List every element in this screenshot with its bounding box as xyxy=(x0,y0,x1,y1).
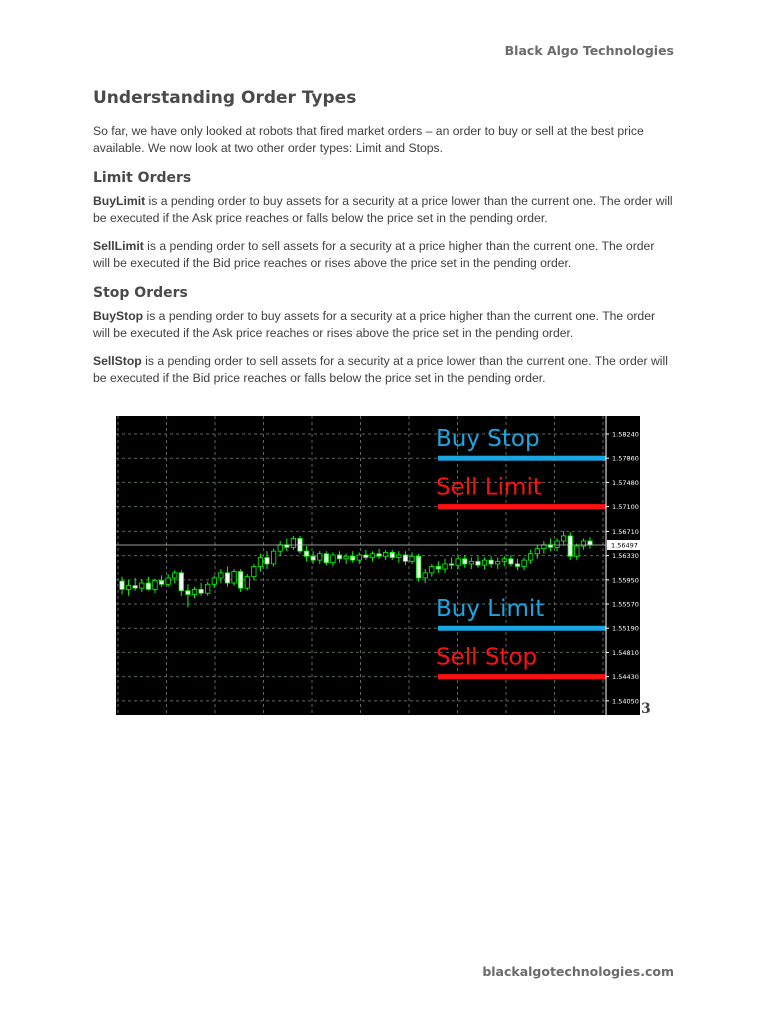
sell-limit-label: Sell Limit xyxy=(436,474,542,501)
buy-limit-text: is a pending order to buy assets for a security at a price lower than the current one. The order will be executed if the Ask price reaches or falls below the price set in the pending order. xyxy=(93,194,673,225)
candle-body xyxy=(232,572,236,583)
candle-body xyxy=(430,566,434,572)
candle-body xyxy=(199,589,203,593)
candle-body xyxy=(449,564,453,565)
candle-body xyxy=(496,561,500,564)
candle-body xyxy=(370,554,374,558)
candle-body xyxy=(588,541,592,545)
candle-body xyxy=(377,554,381,557)
sell-limit-text: is a pending order to sell assets for a security at a price higher than the current one. The order will be executed if the Bid price reaches or rises above the price set in the pending order. xyxy=(93,239,655,270)
candle-body xyxy=(344,556,348,559)
sell-stop-paragraph xyxy=(93,353,673,387)
candle-body xyxy=(212,578,216,584)
price-tick-label: 1.57860 xyxy=(612,454,639,463)
price-tick-label: 1.55190 xyxy=(612,624,639,633)
candle-body xyxy=(133,586,137,589)
buy-stop-term: BuyStop xyxy=(93,309,144,323)
candle-body xyxy=(146,583,150,589)
candle-body xyxy=(515,564,519,567)
candle-body xyxy=(331,555,335,563)
sell-limit-line xyxy=(438,504,606,509)
candle-body xyxy=(463,559,467,564)
candle-body xyxy=(186,591,190,595)
candle-body xyxy=(318,554,322,560)
candle-body xyxy=(561,536,565,541)
price-tick-label: 1.54430 xyxy=(612,673,639,682)
candle-body xyxy=(476,561,480,565)
candle-body xyxy=(238,572,242,589)
buy-limit-term: BuyLimit xyxy=(93,194,146,208)
candle-body xyxy=(443,564,447,569)
price-tick-label: 1.58240 xyxy=(612,430,639,439)
candle-body xyxy=(555,541,559,547)
page-title: Understanding Order Types xyxy=(93,88,357,108)
price-chart-svg xyxy=(116,416,640,715)
candle-body xyxy=(397,555,401,558)
price-tick-label: 1.55570 xyxy=(612,600,639,609)
price-tick-label: 1.54810 xyxy=(612,648,639,657)
candle-body xyxy=(153,580,157,589)
buy-limit-paragraph xyxy=(93,193,673,227)
buy-stop-text: is a pending order to buy assets for a security at a price higher than the current one. The order will be executed if the Ask price reaches or rises above the price set in the pending order. xyxy=(93,309,656,340)
candle-body xyxy=(416,556,420,578)
candle-body xyxy=(436,566,440,569)
candle-body xyxy=(219,573,223,578)
candle-body xyxy=(258,558,262,567)
candle-body xyxy=(469,561,473,564)
sell-stop-line xyxy=(438,674,606,679)
buy-stop-paragraph xyxy=(93,308,673,342)
candle-body xyxy=(271,551,275,564)
candle-body xyxy=(205,584,209,593)
buy-limit-label: Buy Limit xyxy=(436,596,545,623)
candle-body xyxy=(311,556,315,560)
price-tick-label: 1.55950 xyxy=(612,576,639,585)
candle-body xyxy=(120,581,124,589)
candle-body xyxy=(291,538,295,547)
candle-body xyxy=(568,536,572,556)
buy-stop-line xyxy=(438,456,606,461)
limit-orders-heading: Limit Orders xyxy=(93,170,192,186)
page-number: 3 xyxy=(641,701,651,717)
price-axis xyxy=(116,416,640,715)
document-body xyxy=(93,86,673,398)
candle-body xyxy=(456,559,460,565)
sell-stop-label: Sell Stop xyxy=(436,644,538,671)
candle-body xyxy=(528,554,532,560)
candle-body xyxy=(403,555,407,561)
candle-body xyxy=(390,552,394,557)
candle-body xyxy=(489,560,493,564)
buy-stop-label: Buy Stop xyxy=(436,426,540,453)
candle-body xyxy=(351,556,355,560)
candle-body xyxy=(225,573,229,583)
price-tick-label: 1.57480 xyxy=(612,478,639,487)
sell-stop-term: SellStop xyxy=(93,354,142,368)
candle-body xyxy=(126,586,130,590)
pending-order-lines xyxy=(436,426,606,679)
candle-body xyxy=(324,554,328,563)
candle-body xyxy=(278,545,282,551)
price-tick-label: 1.54050 xyxy=(612,697,639,706)
candle-body xyxy=(509,559,513,564)
candle-body xyxy=(410,556,414,561)
candle-body xyxy=(502,559,506,562)
candle-body xyxy=(179,573,183,591)
candle-body xyxy=(265,558,269,564)
sell-stop-text: is a pending order to sell assets for a security at a price lower than the current one. The order will be executed if the Bid price reaches or falls below the price set in the pending order. xyxy=(93,354,668,385)
buy-limit-line xyxy=(438,626,606,631)
price-tick-label: 1.56330 xyxy=(612,552,639,561)
candle-body xyxy=(423,573,427,578)
candle-body xyxy=(364,555,368,558)
sell-limit-paragraph xyxy=(93,238,673,272)
candle-body xyxy=(575,546,579,556)
candle-body xyxy=(166,578,170,584)
price-tick-label: 1.56710 xyxy=(612,527,639,536)
candle-body xyxy=(173,573,177,578)
candle-body xyxy=(535,549,539,554)
candle-body xyxy=(245,577,249,588)
stop-orders-heading: Stop Orders xyxy=(93,285,188,301)
candle-body xyxy=(140,583,144,588)
running-footer: blackalgotechnologies.com xyxy=(482,964,674,979)
candle-body xyxy=(192,589,196,594)
intro-paragraph: So far, we have only looked at robots that fired market orders – an order to buy or sell at the best price available. We now look at two other order types: Limit and Stops. xyxy=(93,124,644,155)
candle-body xyxy=(522,560,526,566)
candle-body xyxy=(337,555,341,559)
current-price-label: 1.56497 xyxy=(611,541,638,550)
price-chart xyxy=(116,416,640,715)
price-tick-label: 1.57100 xyxy=(612,503,639,512)
running-header: Black Algo Technologies xyxy=(504,43,674,58)
candle-body xyxy=(252,566,256,576)
sell-limit-term: SellLimit xyxy=(93,239,144,253)
candle-body xyxy=(357,555,361,560)
candle-body xyxy=(482,560,486,565)
candle-body xyxy=(304,551,308,556)
candle-body xyxy=(383,552,387,556)
candle-body xyxy=(159,580,163,584)
